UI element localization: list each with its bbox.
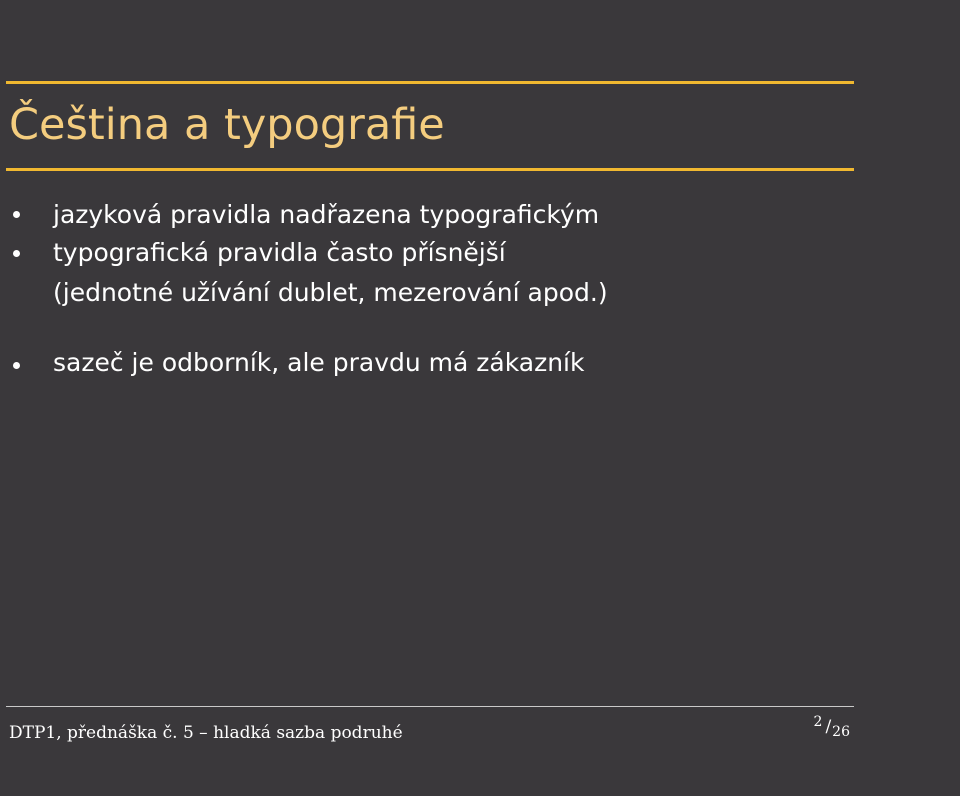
bullet-text: typografická pravidla často přísnější: [53, 238, 506, 267]
slide-title: Čeština a typografie: [9, 100, 445, 150]
page-total: 26: [832, 724, 850, 740]
page-number: [813, 714, 850, 740]
bullet-dot-icon: [13, 211, 20, 218]
title-top-rule: [6, 81, 854, 84]
footer-rule: [6, 706, 854, 707]
page-separator: /: [825, 717, 832, 737]
title-bottom-rule: [6, 168, 854, 171]
bullet-dot-icon: [13, 362, 20, 369]
bullet-dot-icon: [13, 250, 20, 257]
page-current: 2: [813, 714, 823, 730]
footer-course-info: DTP1, přednáška č. 5 – hladká sazba podruhé: [9, 723, 403, 743]
bullet-text: jazyková pravidla nadřazena typografickým: [53, 200, 600, 229]
bullet-text-continuation: (jednotné užívání dublet, mezerování apod.): [53, 278, 608, 307]
bullet-text: sazeč je odborník, ale pravdu má zákazník: [53, 348, 585, 377]
